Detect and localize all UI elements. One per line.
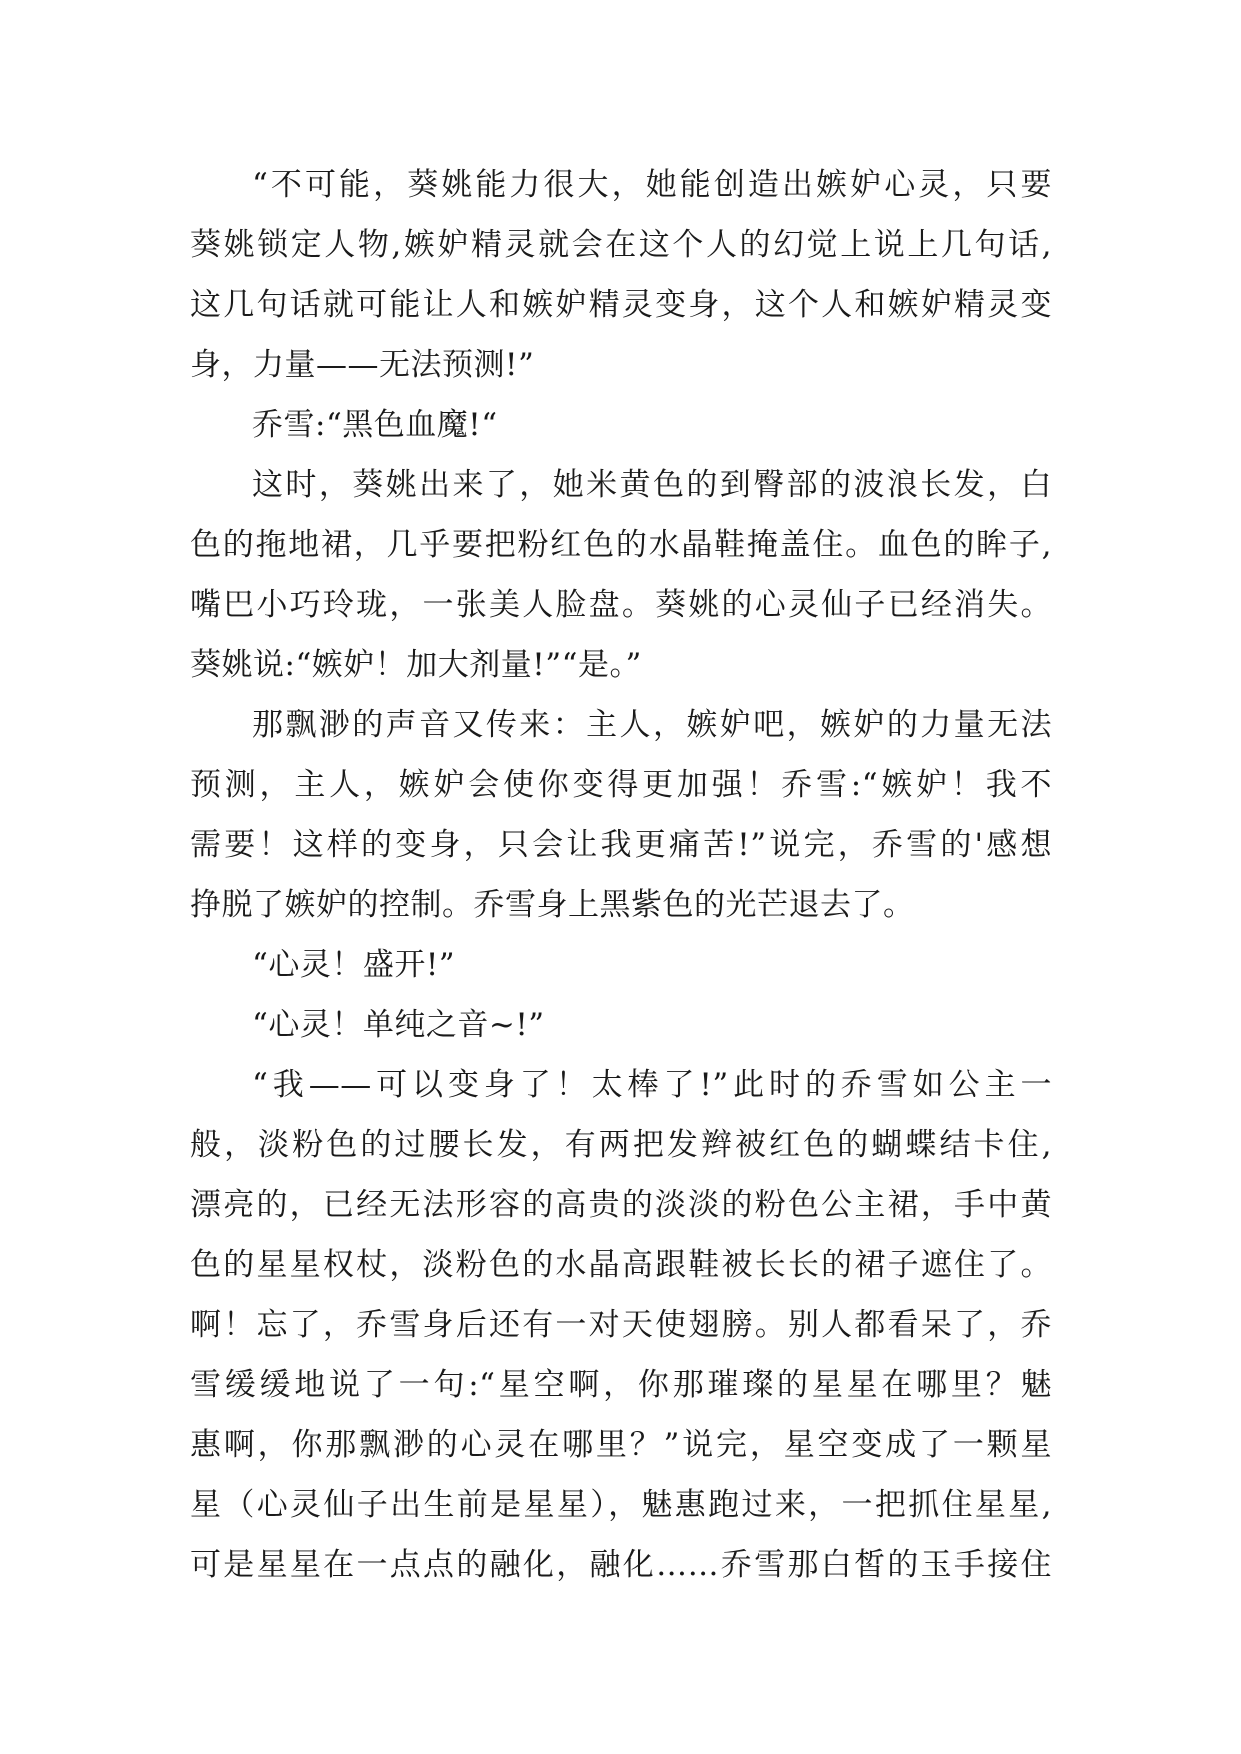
paragraph-line: 需要！这样的变身，只会让我更痛苦!”说完，乔雪的'感想 — [190, 827, 1052, 863]
paragraph-line: 葵姚说:“嫉妒！加大剂量!”“是。” — [190, 647, 642, 683]
paragraph-line: 葵姚锁定人物,嫉妒精灵就会在这个人的幻觉上说上几句话, — [190, 227, 1052, 263]
paragraph-line: 般，淡粉色的过腰长发，有两把发辫被红色的蝴蝶结卡住, — [190, 1127, 1052, 1163]
paragraph-line: 色的拖地裙，几乎要把粉红色的水晶鞋掩盖住。血色的眸子, — [190, 527, 1052, 563]
paragraph-line: 预测，主人，嫉妒会使你变得更加强！乔雪:“嫉妒！我不 — [190, 767, 1052, 803]
paragraph-line: 星（心灵仙子出生前是星星），魅惠跑过来，一把抓住星星, — [190, 1487, 1052, 1523]
paragraph-line: 啊！忘了，乔雪身后还有一对天使翅膀。别人都看呆了，乔 — [190, 1307, 1052, 1343]
paragraph-line: 可是星星在一点点的融化，融化……乔雪那白皙的玉手接住 — [190, 1547, 1052, 1583]
paragraph-line: 雪缓缓地说了一句:“星空啊，你那璀璨的星星在哪里？魅 — [190, 1367, 1052, 1403]
paragraph-line: “不可能，葵姚能力很大，她能创造出嫉妒心灵，只要 — [252, 167, 1052, 203]
paragraph-line: 乔雪:“黑色血魔!“ — [252, 407, 498, 443]
paragraph-line: 这时，葵姚出来了，她米黄色的到臀部的波浪长发，白 — [252, 467, 1052, 503]
paragraph-line: 挣脱了嫉妒的控制。乔雪身上黑紫色的光芒退去了。 — [190, 887, 915, 923]
paragraph-line: 身，力量——无法预测!” — [190, 347, 535, 383]
paragraph-line: 惠啊，你那飘渺的心灵在哪里？”说完，星空变成了一颗星 — [190, 1427, 1052, 1463]
paragraph-line: 这几句话就可能让人和嫉妒精灵变身，这个人和嫉妒精灵变 — [190, 287, 1052, 323]
paragraph-line: “心灵！单纯之音~!” — [252, 1007, 545, 1043]
paragraph-line: 那飘渺的声音又传来：主人，嫉妒吧，嫉妒的力量无法 — [252, 707, 1052, 743]
document-body — [190, 155, 1052, 1595]
paragraph-line: 漂亮的，已经无法形容的高贵的淡淡的粉色公主裙，手中黄 — [190, 1187, 1052, 1223]
paragraph-line: “心灵！盛开!” — [252, 947, 456, 983]
paragraph-line: 嘴巴小巧玲珑，一张美人脸盘。葵姚的心灵仙子已经消失。 — [190, 587, 1052, 623]
paragraph-line: 色的星星权杖，淡粉色的水晶高跟鞋被长长的裙子遮住了。 — [190, 1247, 1052, 1283]
paragraph-line: “我——可以变身了！太棒了!”此时的乔雪如公主一 — [252, 1067, 1052, 1103]
